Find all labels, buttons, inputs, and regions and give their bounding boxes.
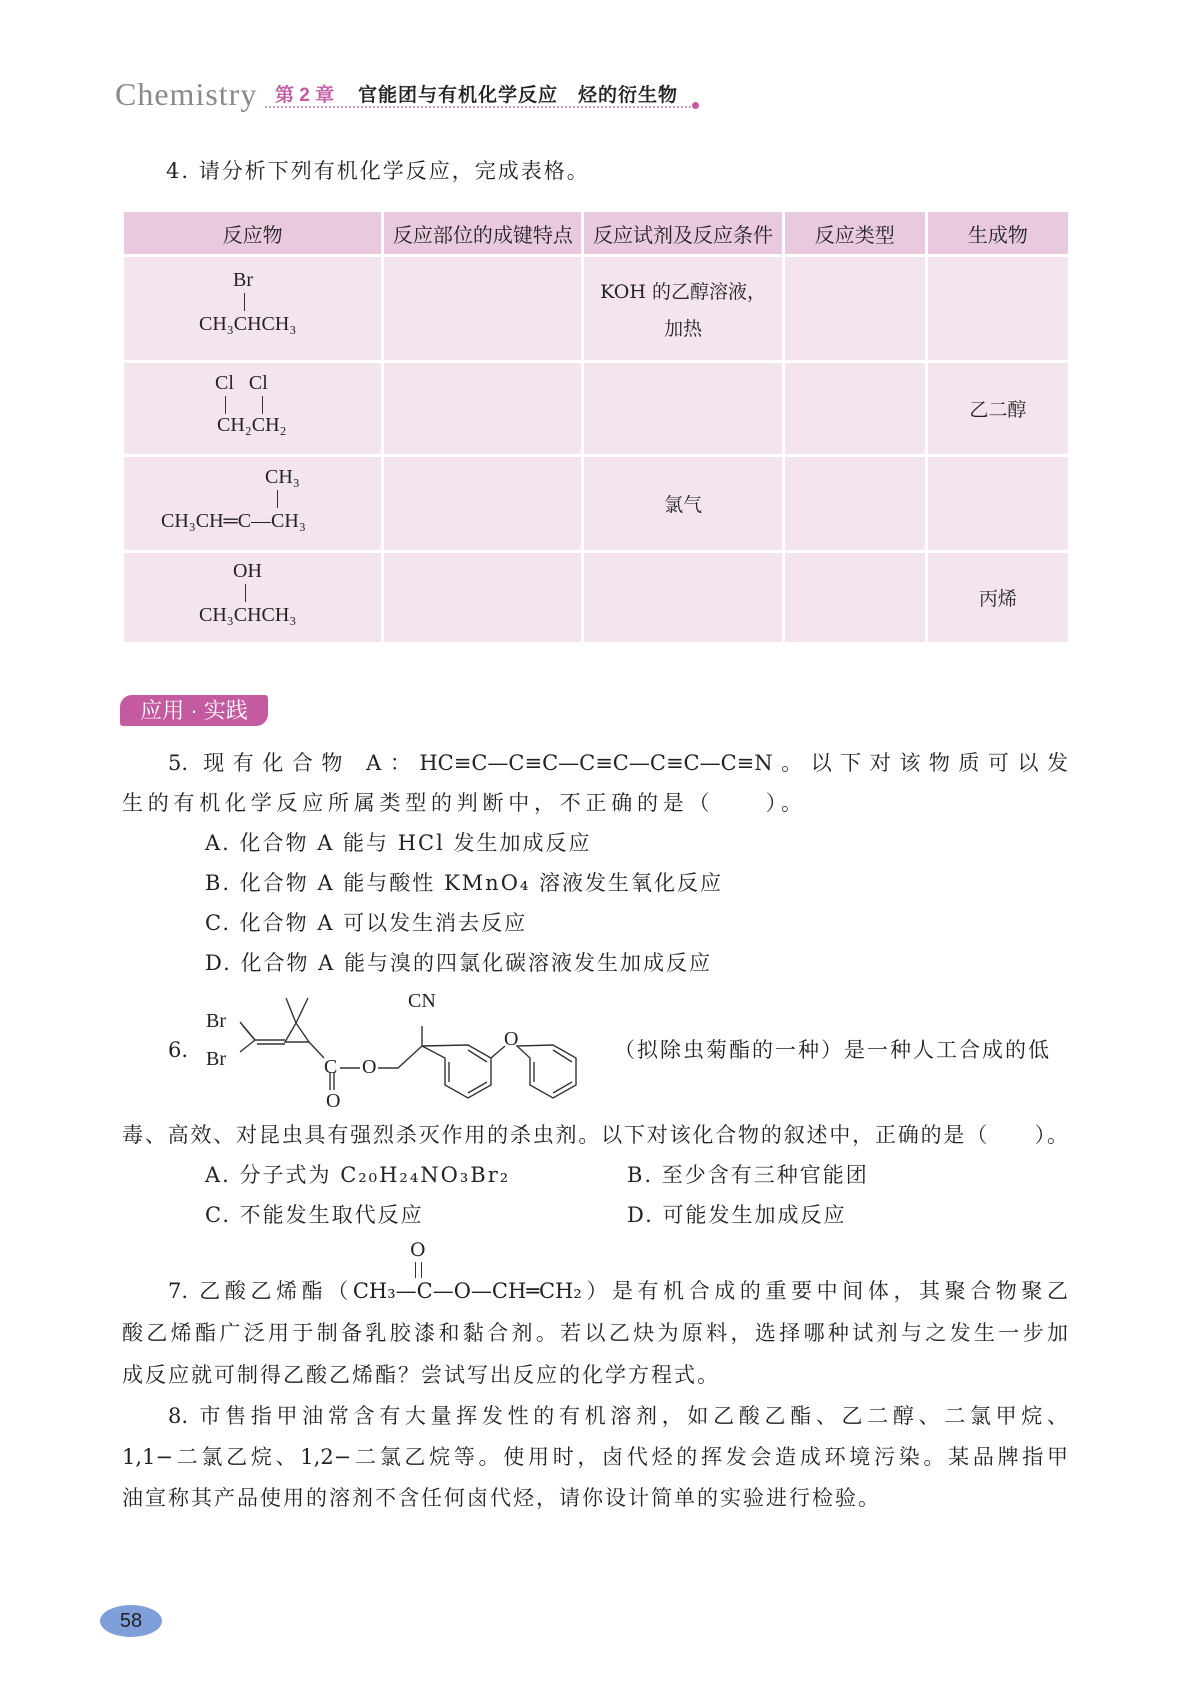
product-cell[interactable] — [928, 457, 1068, 550]
q4-prompt: 4. 请分析下列有机化学反应，完成表格。 — [166, 159, 590, 183]
q6-line2: 毒、高效、对昆虫具有强烈杀灭作用的杀虫剂。以下对该化合物的叙述中，正确的是（ ）。 — [122, 1123, 1068, 1147]
bond-cell[interactable] — [384, 457, 581, 550]
bond-line — [245, 584, 246, 602]
type-cell[interactable] — [785, 457, 925, 550]
col-header: 反应物 — [124, 212, 381, 254]
q7-line3: 成反应就可制得乙酸乙烯酯？尝试写出反应的化学方程式。 — [122, 1363, 720, 1387]
type-cell[interactable] — [785, 363, 925, 454]
q6-option-d: D. 可能发生加成反应 — [627, 1203, 847, 1227]
q6-structure — [200, 990, 610, 1110]
bond-line — [244, 293, 245, 311]
col-header: 生成物 — [928, 212, 1068, 254]
formula-main: CH₃CHCH₃ — [199, 603, 297, 626]
formula-substituent: CH₃ — [265, 465, 300, 488]
reagent-cell[interactable] — [584, 363, 781, 454]
reagent-cell[interactable]: 氯气 — [584, 457, 781, 550]
q7-carbonyl-o: O — [410, 1239, 426, 1261]
q7-line1: 7. 乙酸乙烯酯（CH₃—C—O—CH═CH₂）是有机合成的重要中间体，其聚合物聚乙 — [168, 1279, 1068, 1303]
formula-substituent: OH — [233, 559, 262, 582]
q5-line1: 5. 现有化合物 A：HC≡C—C≡C—C≡C—C≡C—C≡N。以下对该物质可以发 — [168, 751, 1068, 775]
col-header: 反应部位的成键特点 — [384, 212, 581, 254]
structure-bonds — [200, 990, 610, 1110]
label-cn: CN — [408, 990, 436, 1012]
bond-cell[interactable] — [384, 553, 581, 642]
q6-line1-tail: （拟除虫菊酯的一种）是一种人工合成的低 — [614, 1038, 1051, 1062]
q5-option-a: A. 化合物 A 能与 HCl 发生加成反应 — [205, 831, 592, 855]
type-cell[interactable] — [785, 553, 925, 642]
reactant-cell — [124, 257, 381, 360]
header-divider — [265, 106, 695, 108]
header-title: 官能团与有机化学反应 — [358, 85, 559, 106]
label-br: Br — [206, 1010, 226, 1032]
product-cell[interactable]: 乙二醇 — [928, 363, 1068, 454]
q8-line1: 8. 市售指甲油常含有大量挥发性的有机溶剂，如乙酸乙酯、乙二醇、二氯甲烷、 — [168, 1404, 1068, 1428]
header-chapter: 第 2 章 — [275, 85, 335, 106]
page-number: 58 — [100, 1605, 162, 1637]
formula-substituent: Br — [233, 268, 253, 291]
reactant-cell — [124, 363, 381, 454]
q7-line2: 酸乙烯酯广泛用于制备乳胶漆和黏合剂。若以乙炔为原料，选择哪种试剂与之发生一步加 — [122, 1321, 1068, 1345]
type-cell[interactable] — [785, 257, 925, 360]
q5-option-d: D. 化合物 A 能与溴的四氯化碳溶液发生加成反应 — [205, 951, 712, 975]
header-subtitle: 烃的衍生物 — [578, 85, 679, 106]
q5-option-b: B. 化合物 A 能与酸性 KMnO₄ 溶液发生氧化反应 — [205, 871, 723, 895]
formula-substituent: Cl Cl — [215, 371, 268, 394]
bond-line — [262, 396, 263, 414]
formula-main: CH₃CH═C—CH₃ — [161, 509, 306, 532]
table-row — [124, 363, 1068, 454]
col-header: 反应试剂及反应条件 — [584, 212, 781, 254]
header-dot — [692, 102, 699, 109]
product-cell[interactable]: 丙烯 — [928, 553, 1068, 642]
q5-option-c: C. 化合物 A 可以发生消去反应 — [205, 911, 528, 935]
label-o: O — [326, 1090, 341, 1112]
q6-number: 6. — [168, 1038, 189, 1062]
q6-option-a: A. 分子式为 C₂₀H₂₄NO₃Br₂ — [205, 1163, 511, 1187]
section-badge: 应用 · 实践 — [120, 695, 268, 726]
reagent-text: 加热 — [664, 317, 703, 340]
label-c: C — [324, 1056, 338, 1078]
q8-line2: 1,1−二氯乙烷、1,2−二氯乙烷等。使用时，卤代烃的挥发会造成环境污染。某品牌指甲 — [122, 1445, 1068, 1469]
bond-line — [277, 490, 278, 508]
formula-main: CH₃CHCH₃ — [199, 312, 297, 335]
bond-line — [225, 396, 226, 414]
reactant-cell — [124, 457, 381, 550]
reagent-cell[interactable] — [584, 553, 781, 642]
reactant-cell — [124, 553, 381, 642]
header-subject: Chemistry — [115, 76, 258, 112]
product-cell[interactable] — [928, 257, 1068, 360]
reagent-text: KOH 的乙醇溶液， — [600, 280, 766, 303]
q6-option-c: C. 不能发生取代反应 — [205, 1203, 424, 1227]
bond-cell[interactable] — [384, 363, 581, 454]
formula-main: CH₂CH₂ — [217, 413, 287, 436]
table-row — [124, 553, 1068, 642]
col-header: 反应类型 — [785, 212, 925, 254]
q8-line3: 油宣称其产品使用的溶剂不含任何卤代烃，请你设计简单的实验进行检验。 — [122, 1486, 881, 1510]
reaction-table — [121, 209, 1071, 645]
table-row — [124, 257, 1068, 360]
bond-cell[interactable] — [384, 257, 581, 360]
table-header-row — [124, 212, 1068, 254]
reagent-cell[interactable] — [584, 257, 781, 360]
table-row — [124, 457, 1068, 550]
q6-option-b: B. 至少含有三种官能团 — [627, 1163, 869, 1187]
label-o: O — [504, 1028, 519, 1050]
label-o: O — [362, 1056, 377, 1078]
label-br: Br — [206, 1048, 226, 1070]
q5-line2: 生的有机化学反应所属类型的判断中，不正确的是（ ）。 — [122, 791, 802, 815]
